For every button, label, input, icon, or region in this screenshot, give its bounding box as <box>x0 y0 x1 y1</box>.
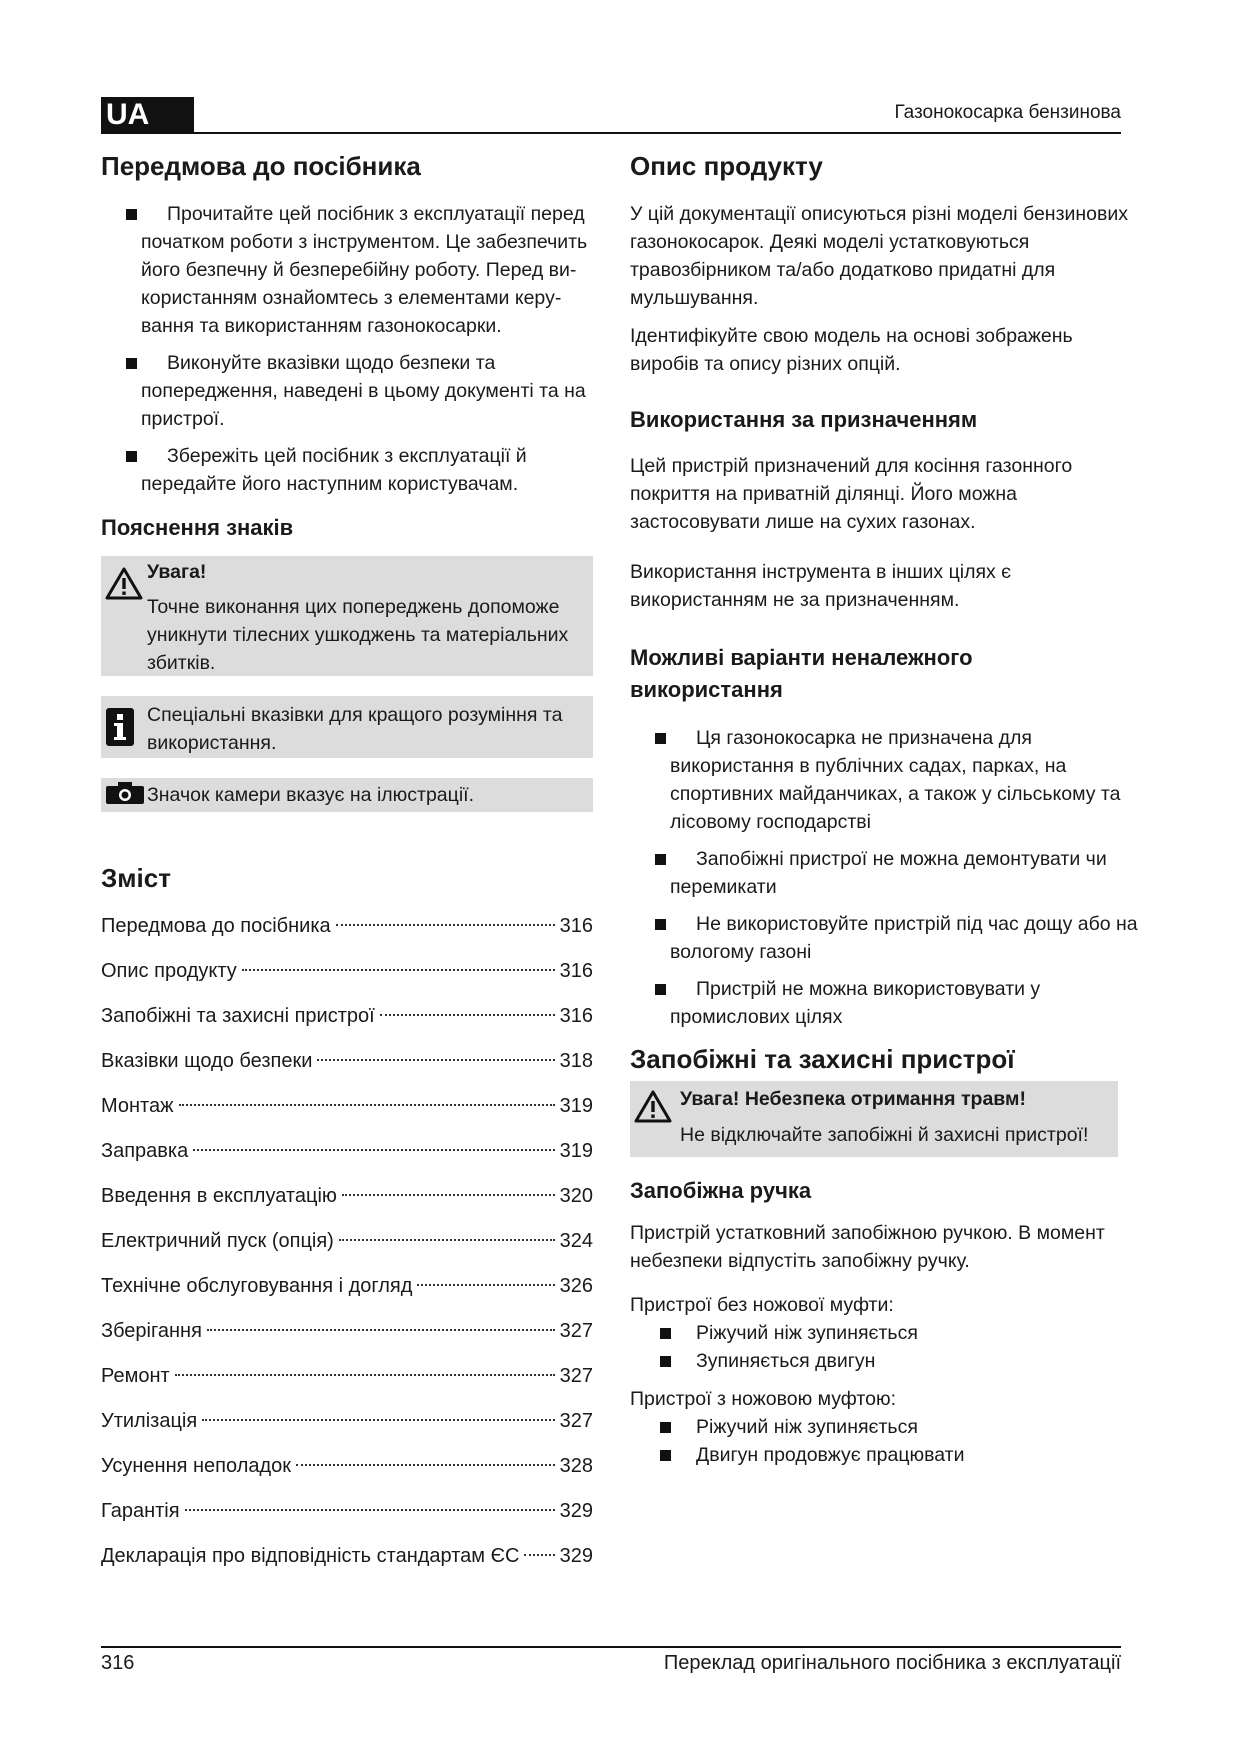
toc-entry[interactable]: Технічне обслуговування і догляд 326 <box>101 1275 593 1297</box>
safety-warning-notice <box>630 1081 1118 1157</box>
square-bullet-icon <box>655 919 666 930</box>
toc-entry[interactable]: Електричний пуск (опція) 324 <box>101 1230 593 1252</box>
misuse-list <box>630 724 1140 1031</box>
toc-entry[interactable]: Введення в експлуатацію 320 <box>101 1185 593 1207</box>
list-item: Ріжучий ніж зупиняється <box>630 1413 1140 1441</box>
header-divider <box>101 132 1121 134</box>
square-bullet-icon <box>655 984 666 995</box>
list-item: Двигун продовжує працювати <box>630 1441 1140 1469</box>
right-column <box>630 150 1140 1469</box>
list-item: Пристрій не можна використовувати у промислових цілях <box>630 975 1140 1031</box>
info-icon <box>105 707 147 752</box>
camera-text: Значок камери вказує на ілюстрації. <box>147 784 474 806</box>
preface-list <box>101 200 593 498</box>
square-bullet-icon <box>660 1450 671 1461</box>
toc-entry[interactable]: Декларація про відповідність стандартам ЄС 329 <box>101 1545 593 1567</box>
description-heading: Опис продукту <box>630 151 823 181</box>
list-item: Збережіть цей посібник з експлуатації й передайте його наступним користувачам. <box>101 442 593 498</box>
group2-list <box>630 1413 1140 1469</box>
square-bullet-icon <box>660 1328 671 1339</box>
list-item: Запобіжні пристрої не можна демонтувати чи перемикати <box>630 845 1140 901</box>
description-paragraph: У цій документації описуються різні моделі бензинових газонокосарок. Деякі моделі устатковуються травозбірником та/або додатково придатні для мульшування. <box>630 203 1129 309</box>
square-bullet-icon <box>660 1356 671 1367</box>
toc-heading: Зміст <box>101 863 171 893</box>
toc-entry[interactable]: Запобіжні та захисні пристрої 316 <box>101 1005 593 1027</box>
safety-handle-heading: Запобіжна ручка <box>630 1178 812 1203</box>
toc-entry[interactable]: Ремонт 327 <box>101 1365 593 1387</box>
toc-entry[interactable]: Передмова до посібника 316 <box>101 915 593 937</box>
warning-triangle-icon <box>105 566 147 605</box>
camera-icon <box>105 781 147 810</box>
toc-entry[interactable]: Гарантія 329 <box>101 1500 593 1522</box>
square-bullet-icon <box>655 854 666 865</box>
square-bullet-icon <box>660 1422 671 1433</box>
square-bullet-icon <box>126 451 137 462</box>
page-number: 316 <box>101 1652 135 1674</box>
toc-list <box>101 904 593 1579</box>
intended-use-paragraph: Цей пристрій призначений для косіння газонного покриття на приватній ділянці. Його можна застосовувати лише на сухих газонах. <box>630 455 1073 533</box>
intended-use-paragraph: Використання інструмента в інших цілях є використанням не за призначенням. <box>630 561 1012 611</box>
safety-warning-text: Не відключайте запобіжні й захисні пристрої! <box>680 1124 1089 1146</box>
description-paragraph: Ідентифікуйте свою модель на основі зображень виробів та опису різних опцій. <box>630 325 1073 375</box>
signs-heading: Пояснення знаків <box>101 515 294 540</box>
list-item: Виконуйте вказівки щодо безпеки та попередження, наведені в цьому документі та на пристрої. <box>101 349 593 433</box>
toc-entry[interactable]: Зберігання 327 <box>101 1320 593 1342</box>
square-bullet-icon <box>655 733 666 744</box>
toc-entry[interactable]: Усунення неполадок 328 <box>101 1455 593 1477</box>
warning-title: Увага! <box>147 561 207 583</box>
warning-triangle-icon <box>634 1089 680 1128</box>
list-item: Ця газонокосарка не призначена для використання в публічних садах, парках, на спортивних майданчиках, а також у сільському та лісовому господарстві <box>630 724 1140 836</box>
group-label: Пристрої без ножової муфти: <box>630 1294 894 1316</box>
safety-handle-paragraph: Пристрій устатковний запобіжною ручкою. В момент небезпеки відпустіть запобіжну ручку. <box>630 1222 1105 1272</box>
list-item: Не використовуйте пристрій під час дощу або на вологому газоні <box>630 910 1140 966</box>
list-item: Ріжучий ніж зупиняється <box>630 1319 1140 1347</box>
toc-entry[interactable]: Монтаж 319 <box>101 1095 593 1117</box>
list-item: Прочитайте цей посібник з експлуатації перед початком роботи з інструментом. Це забезпечить його безпечну й безперебійну роботу. Перед використанням ознайомтесь з елементами керування та використанням газонокосарки. <box>101 200 593 340</box>
safety-warning-body <box>680 1085 1088 1149</box>
intended-use-heading: Використання за призначенням <box>630 407 978 432</box>
list-item: Зупиняється двигун <box>630 1347 1140 1375</box>
toc-entry[interactable]: Опис продукту 316 <box>101 960 593 982</box>
warning-body <box>147 558 583 677</box>
safety-warning-title: Увага! Небезпека отримання травм! <box>680 1088 1026 1110</box>
left-column <box>101 150 593 1579</box>
square-bullet-icon <box>126 358 137 369</box>
warning-text: Точне виконання цих попереджень допоможе уникнути тілесних ушкоджень та матеріальних збитків. <box>147 596 569 674</box>
footer-text: Переклад оригінального посібника з експлуатації <box>663 1652 1121 1674</box>
header-title: Газонокосарка бензинова <box>894 102 1121 123</box>
info-text: Спеціальні вказівки для кращого розуміння та використання. <box>147 704 563 754</box>
toc-entry[interactable]: Заправка 319 <box>101 1140 593 1162</box>
group-label: Пристрої з ножовою муфтою: <box>630 1388 897 1410</box>
safety-devices-heading: Запобіжні та захисні пристрої <box>630 1044 1015 1074</box>
misuse-heading: Можливі варіанти неналежного використання <box>630 645 973 702</box>
footer-divider <box>101 1646 1121 1648</box>
toc-entry[interactable]: Утилізація 327 <box>101 1410 593 1432</box>
warning-notice <box>101 556 593 676</box>
info-notice <box>101 696 593 758</box>
toc-entry[interactable]: Вказівки щодо безпеки 318 <box>101 1050 593 1072</box>
group1-list <box>630 1319 1140 1375</box>
square-bullet-icon <box>126 209 137 220</box>
language-badge: UA <box>101 97 194 133</box>
preface-heading: Передмова до посібника <box>101 151 421 181</box>
camera-notice <box>101 778 593 812</box>
